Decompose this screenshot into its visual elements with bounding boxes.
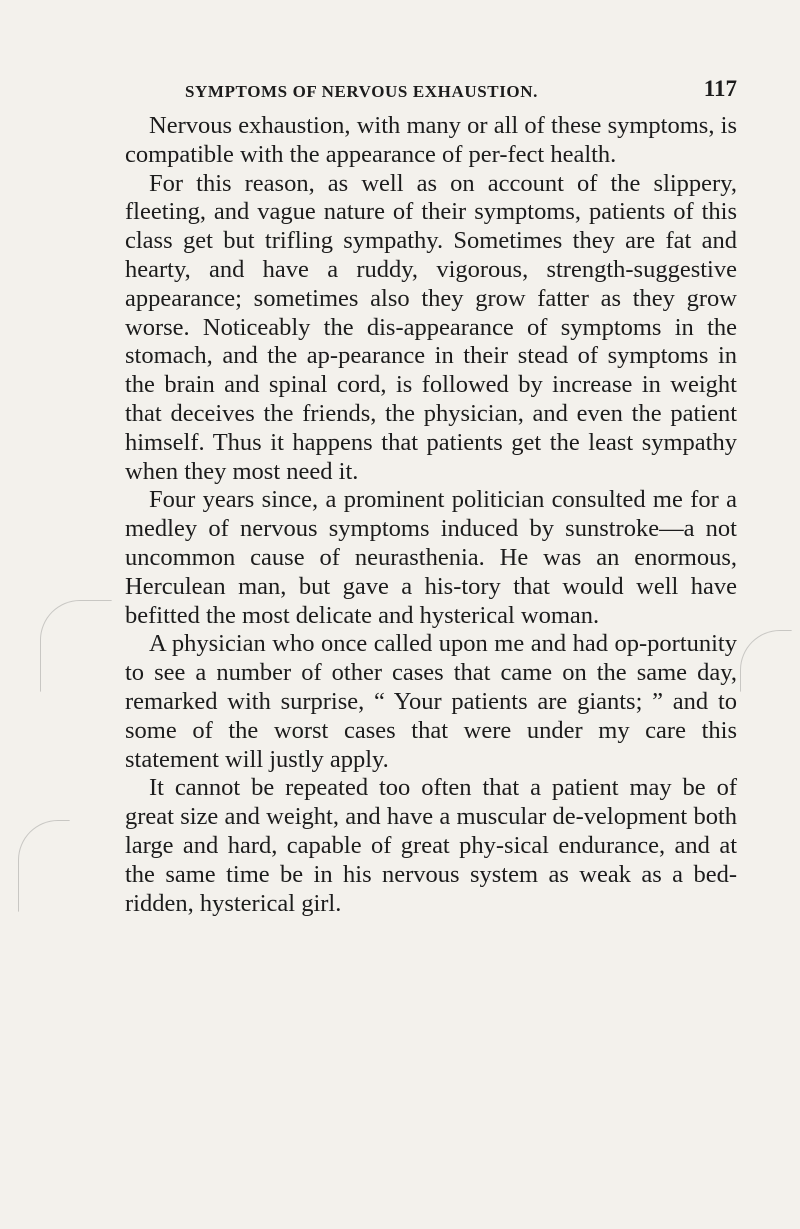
page-header bbox=[125, 76, 745, 106]
page-number: 117 bbox=[703, 76, 737, 101]
paragraph: A physician who once called upon me and had op-portunity to see a number of other cases that came on the same day, remarked with surprise, “ Your patients are giants; ” and to some of the worst cases that were under my care this statement will justly apply. bbox=[125, 630, 737, 773]
bleed-through-mark bbox=[740, 630, 792, 692]
bleed-through-mark bbox=[18, 820, 70, 912]
running-head: SYMPTOMS OF NERVOUS EXHAUSTION. bbox=[185, 82, 538, 101]
paragraph: For this reason, as well as on account of the slippery, fleeting, and vague nature of their symptoms, patients of this class get but trifling sympathy. Sometimes they are fat and hearty, and have a ruddy, vigorous, strength-suggestive appearance; sometimes also they grow fatter as they grow worse. Noticeably the dis-appearance of symptoms in the stomach, and the ap-pearance in their stead of symptoms in the brain and spinal cord, is followed by increase in weight that deceives the friends, the physician, and even the patient himself. Thus it happens that patients get the least sympathy when they most need it. bbox=[125, 169, 737, 485]
bleed-through-mark bbox=[40, 600, 112, 692]
body-text bbox=[125, 112, 737, 918]
paragraph: Four years since, a prominent politician consulted me for a medley of nervous symptoms induced by sunstroke—a not uncommon cause of neurasthenia. He was an enormous, Herculean man, but gave a his-tory that would well have befitted the most delicate and hysterical woman. bbox=[125, 486, 737, 629]
paragraph: Nervous exhaustion, with many or all of these symptoms, is compatible with the appearance of per-fect health. bbox=[125, 112, 737, 168]
paragraph: It cannot be repeated too often that a patient may be of great size and weight, and have a muscular de-velopment both large and hard, capable of great phy-sical endurance, and at the same time be in his nervous system as weak as a bed-ridden, hysterical girl. bbox=[125, 774, 737, 917]
